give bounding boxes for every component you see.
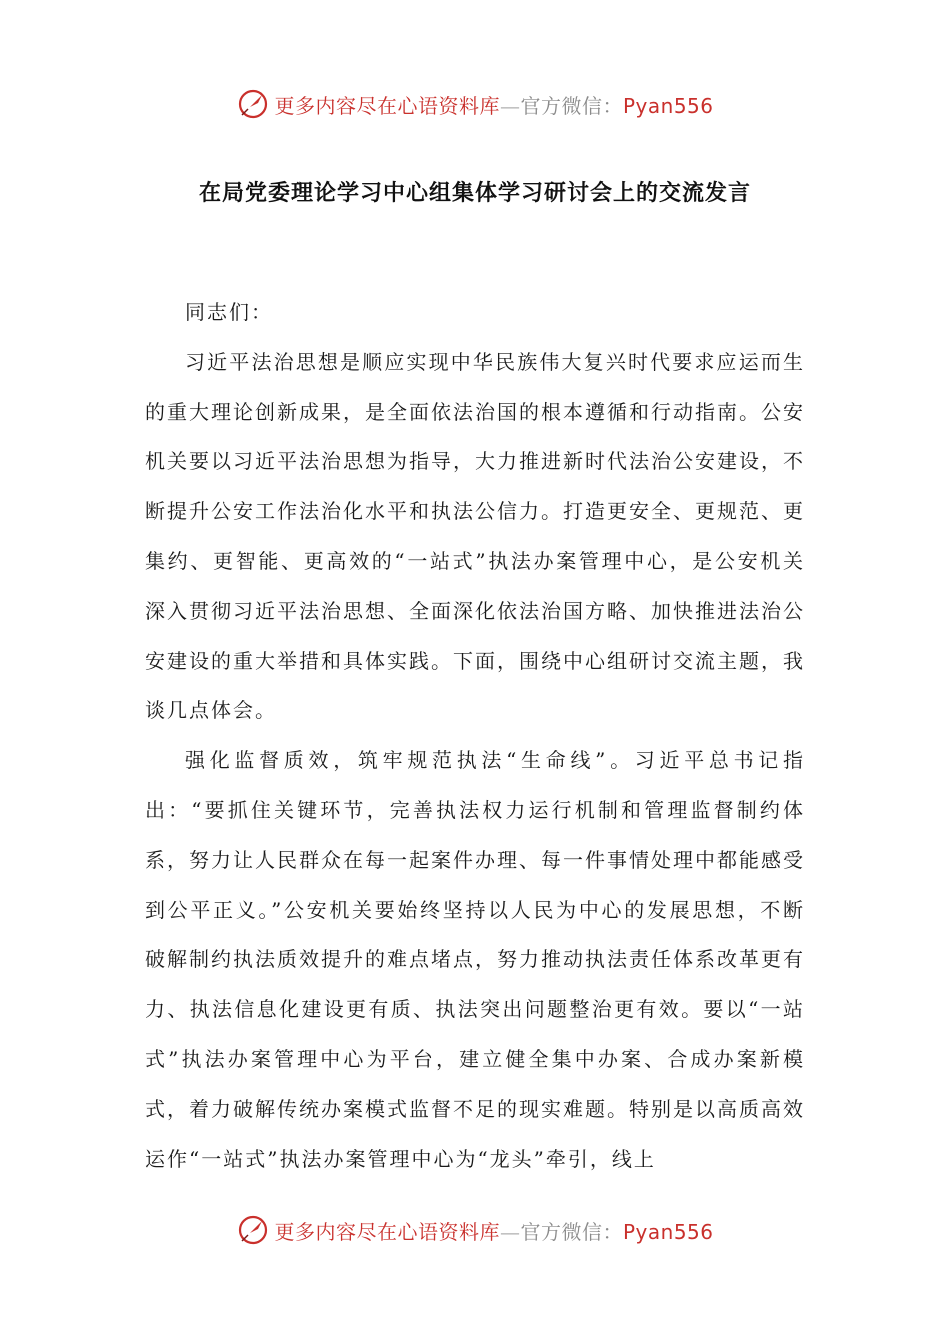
watermark-account: Pyan556 <box>622 93 714 118</box>
watermark-label: 官方微信： <box>520 1219 623 1244</box>
paragraph-intro: 习近平法治思想是顺应实现中华民族伟大复兴时代要求应运而生的重大理论创新成果，是全面依法治国的根本遵循和行动指南。公安机关要以习近平法治思想为指导，大力推进新时代法治公安建设，不断提升公安工作法治化水平和执法公信力。打造更安全、更规范、更集约、更智能、更高效的“一站式”执法办案管理中心，是公安机关深入贯彻习近平法治思想、全面深化依法治国方略、加快推进法治公安建设的重大举措和具体实践。下面，围绕中心组研讨交流主题，我谈几点体会。 <box>145 349 805 723</box>
watermark-text <box>274 1216 713 1245</box>
watermark-site: 更多内容尽在心语资料库 <box>274 93 500 118</box>
document-body <box>145 288 805 1184</box>
quill-logo-icon <box>236 87 270 121</box>
document-title: 在局党委理论学习中心组集体学习研讨会上的交流发言 <box>198 181 751 206</box>
watermark-account: Pyan556 <box>622 1219 714 1244</box>
watermark-site: 更多内容尽在心语资料库 <box>274 1219 500 1244</box>
salutation: 同志们： <box>185 300 273 324</box>
watermark-text <box>274 90 713 119</box>
footer-watermark <box>0 1210 950 1250</box>
watermark-label: 官方微信： <box>520 93 623 118</box>
quill-logo-icon <box>236 1213 270 1247</box>
watermark-separator: — <box>499 1219 521 1244</box>
header-watermark <box>0 84 950 124</box>
watermark-separator: — <box>499 93 521 118</box>
paragraph-supervision: 强化监督质效，筑牢规范执法“生命线”。习近平总书记指出：“要抓住关键环节，完善执法权力运行机制和管理监督制约体系，努力让人民群众在每一起案件办理、每一件事情处理中都能感受到公平正义。”公安机关要始终坚持以人民为中心的发展思想，不断破解制约执法质效提升的难点堵点，努力推动执法责任体系改革更有力、执法信息化建设更有质、执法突出问题整治更有效。要以“一站式”执法办案管理中心为平台，建立健全集中办案、合成办案新模式，着力破解传统办案模式监督不足的现实难题。特别是以高质高效运作“一站式”执法办案管理中心为“龙头”牵引，线上 <box>145 748 805 1171</box>
